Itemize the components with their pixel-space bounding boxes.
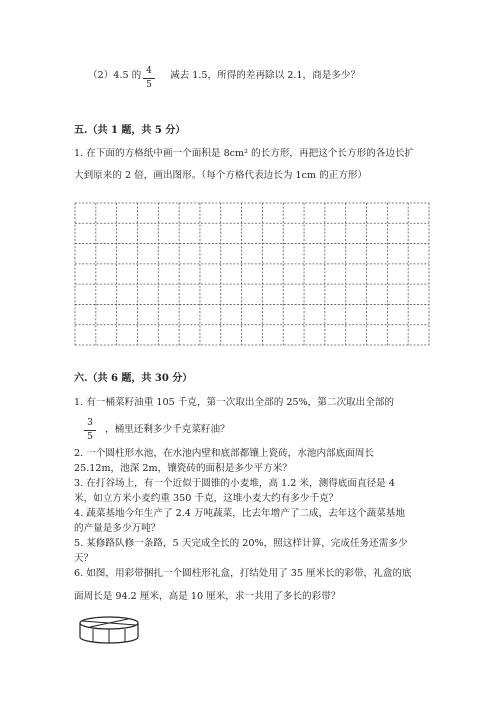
section6-q4-line2: 的产量是多少万吨？ bbox=[74, 523, 161, 534]
section6-q6-line2: 面周长是 94.2 厘米，高是 10 厘米，求一共用了多长的彩带？ bbox=[74, 591, 341, 602]
fraction-bar bbox=[143, 78, 155, 79]
q2-fraction-numerator: 4 bbox=[146, 66, 152, 76]
section6-q6-line1: 6. 如图，用彩带捆扎一个圆柱形礼盒，打结处用了 35 厘米长的彩带，礼盒的底 bbox=[74, 568, 412, 579]
section6-q1-fraction-denominator: 5 bbox=[87, 432, 93, 442]
fraction-bar bbox=[84, 430, 96, 431]
section6-q5-line1: 5. 某修路队修一条路，5 天完成全长的 20%，照这样计算，完成任务还需多少 bbox=[74, 538, 408, 549]
cylinder-gift-box-illustration bbox=[78, 612, 140, 646]
grid-paper bbox=[74, 202, 430, 350]
q2-fraction-denominator: 5 bbox=[146, 80, 152, 90]
section6-q1-fraction-numerator: 3 bbox=[87, 418, 93, 428]
section6-q2-line1: 2. 一个圆柱形水池，在水池内壁和底部都镶上瓷砖，水池内部底面周长 bbox=[74, 448, 375, 459]
section6-q3-line1: 3. 在打谷场上，有一个近似于圆锥的小麦堆，高 1.2 米，测得底面直径是 4 bbox=[74, 478, 395, 489]
q2-suffix: 减去 1.5，所得的差再除以 2.1，商是多少？ bbox=[170, 70, 361, 81]
section6-q1-line2: ，桶里还剩多少千克菜籽油？ bbox=[105, 424, 230, 435]
section6-q5-line2: 天？ bbox=[74, 553, 94, 564]
section6-q3-line2: 米，如立方米小麦约重 350 千克，这堆小麦大约有多少千克？ bbox=[74, 493, 339, 504]
section6-q1-line1: 1. 有一桶菜籽油重 105 千克，第一次取出全部的 25%，第二次取出全部的 bbox=[74, 397, 395, 408]
section6-heading: 六.（共 6 题，共 30 分） bbox=[74, 373, 193, 384]
q2-fraction bbox=[143, 66, 155, 91]
grid-paper-svg bbox=[74, 202, 430, 346]
q2-prefix: （2）4.5 的 bbox=[88, 70, 142, 81]
section5-heading: 五.（共 1 题，共 5 分） bbox=[74, 125, 186, 136]
section6-q2-line2: 25.12m，池深 2m，镶瓷砖的面积是多少平方米？ bbox=[74, 463, 292, 474]
section5-q1-line2: 大到原来的 2 倍，画出图形。（每个方格代表边长为 1cm 的正方形） bbox=[74, 170, 368, 181]
section6-q4-line1: 4. 蔬菜基地今年生产了 2.4 万吨蔬菜，比去年增产了二成，去年这个蔬菜基地 bbox=[74, 508, 405, 519]
section5-q1-line1: 1. 在下面的方格纸中画一个面积是 8cm² 的长方形，再把这个长方形的各边长扩 bbox=[74, 148, 415, 159]
section6-q1-fraction bbox=[84, 418, 96, 443]
